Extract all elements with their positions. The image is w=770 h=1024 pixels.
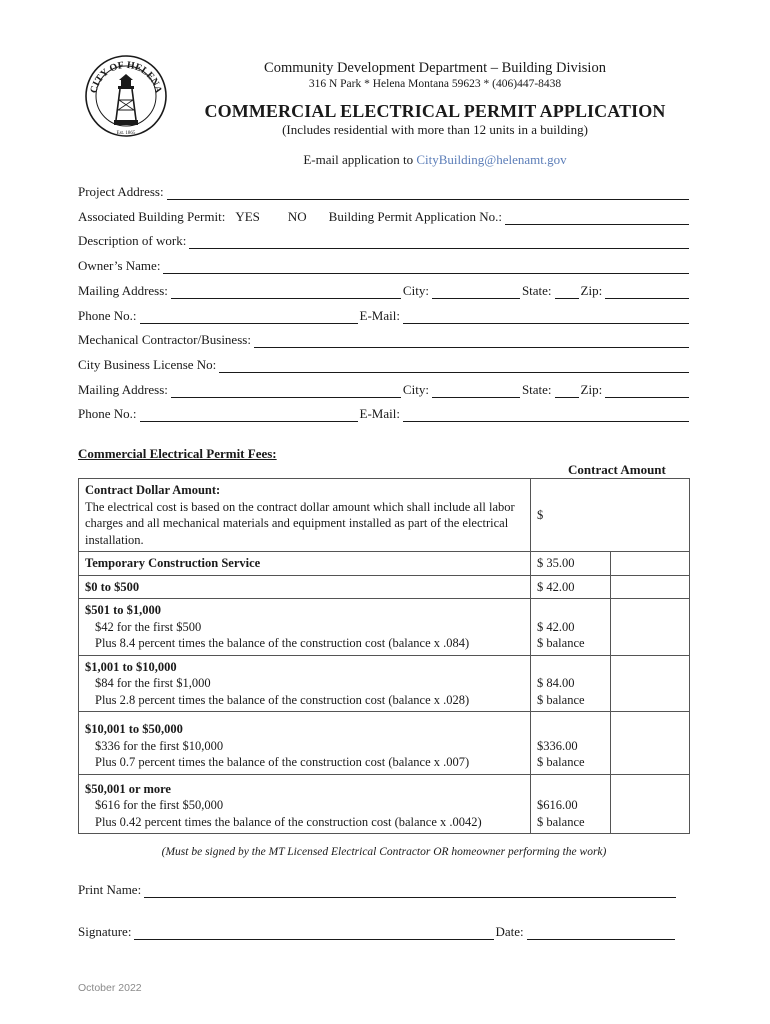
contractor-phone-row bbox=[78, 404, 689, 422]
fee-base: $ 42.00 bbox=[537, 619, 575, 634]
contractor-email-label: E-Mail: bbox=[359, 406, 400, 421]
description-label: Description of work: bbox=[78, 233, 187, 248]
owner-zip-field[interactable] bbox=[605, 284, 689, 299]
fee-amount: $ 35.00 bbox=[531, 552, 611, 575]
fee-line: Plus 0.42 percent times the balance of the construction cost (balance x .0042) bbox=[95, 814, 482, 829]
owner-mailing-label: Mailing Address: bbox=[78, 283, 168, 298]
signature-note: (Must be signed by the MT Licensed Electrical Contractor OR homeowner performing the work) bbox=[161, 846, 607, 858]
email-prefix: E-mail application to bbox=[303, 152, 417, 167]
owner-name-field[interactable] bbox=[163, 259, 689, 274]
contract-amount-field[interactable]: $ bbox=[537, 507, 544, 522]
date-field[interactable] bbox=[527, 925, 675, 940]
contractor-email-field[interactable] bbox=[403, 407, 689, 422]
fee-desc bbox=[79, 712, 531, 774]
fee-balance: $ balance bbox=[537, 636, 585, 650]
description-row bbox=[78, 231, 689, 249]
fee-line: $42 for the first $500 bbox=[95, 619, 202, 634]
department-address: 316 N Park * Helena Montana 59623 * (406)447-8438 bbox=[308, 78, 562, 90]
owner-city-field[interactable] bbox=[432, 284, 520, 299]
city-seal-logo bbox=[84, 54, 168, 138]
contractor-zip-label: Zip: bbox=[580, 382, 603, 397]
fee-title: $50,001 or more bbox=[85, 781, 171, 796]
owner-phone-row bbox=[78, 306, 689, 324]
fees-section-title: Commercial Electrical Permit Fees: bbox=[78, 446, 277, 461]
fee-title: $1,001 to $10,000 bbox=[85, 659, 177, 674]
mech-contractor-label: Mechanical Contractor/Business: bbox=[78, 332, 251, 347]
contractor-mailing-field[interactable] bbox=[171, 383, 401, 398]
fee-row-0-500 bbox=[78, 575, 690, 599]
fee-row-501-1000 bbox=[78, 598, 690, 655]
owner-email-field[interactable] bbox=[403, 309, 689, 324]
email-link[interactable]: CityBuilding@helenamt.gov bbox=[416, 152, 567, 167]
fee-entry-cell[interactable] bbox=[611, 656, 689, 712]
fee-desc bbox=[79, 775, 531, 834]
fee-balance: $ balance bbox=[537, 692, 585, 707]
fee-row-10001-50000 bbox=[78, 711, 690, 774]
department-heading: Community Development Department – Building Division bbox=[264, 60, 606, 76]
fee-amount bbox=[531, 775, 611, 834]
fee-base: $ 84.00 bbox=[537, 676, 575, 690]
print-name-label: Print Name: bbox=[78, 882, 142, 897]
fee-row-50001-plus bbox=[78, 774, 690, 835]
fee-amount bbox=[531, 712, 611, 774]
fee-line: $84 for the first $1,000 bbox=[95, 676, 211, 690]
svg-text:Est. 1865: Est. 1865 bbox=[116, 131, 136, 136]
city-license-row bbox=[78, 355, 689, 373]
fee-line: $336 for the first $10,000 bbox=[95, 738, 224, 753]
fee-balance: $ balance bbox=[537, 755, 585, 769]
assoc-permit-row bbox=[78, 207, 689, 225]
owner-email-label: E-Mail: bbox=[359, 308, 400, 323]
city-license-field[interactable] bbox=[219, 358, 689, 373]
fee-entry-cell[interactable] bbox=[611, 599, 689, 655]
fee-row-contract-dollar bbox=[78, 478, 690, 551]
yes-option[interactable]: YES bbox=[235, 209, 260, 224]
contract-amount-header: Contract Amount bbox=[568, 462, 666, 477]
contractor-phone-label: Phone No.: bbox=[78, 406, 137, 421]
fee-row-1001-10000 bbox=[78, 655, 690, 712]
print-name-field[interactable] bbox=[144, 883, 676, 898]
svg-text:CITY OF HELENA: CITY OF HELENA bbox=[88, 59, 164, 95]
project-address-row bbox=[78, 182, 689, 200]
fee-title: $0 to $500 bbox=[79, 576, 531, 599]
fee-base: $616.00 bbox=[537, 798, 578, 812]
fee-entry-cell[interactable] bbox=[611, 775, 689, 834]
fee-desc bbox=[79, 656, 531, 712]
footer-date: October 2022 bbox=[78, 982, 142, 994]
owner-city-label: City: bbox=[402, 283, 429, 298]
fee-line: Plus 8.4 percent times the balance of the construction cost (balance x .084) bbox=[95, 636, 470, 650]
signature-row bbox=[78, 924, 675, 940]
fee-base: $336.00 bbox=[537, 738, 578, 753]
fee-amount: $ 42.00 bbox=[531, 576, 611, 599]
owner-mailing-row bbox=[78, 281, 689, 299]
owner-state-label: State: bbox=[521, 283, 552, 298]
bp-app-no-label: Building Permit Application No.: bbox=[328, 209, 503, 224]
fee-desc bbox=[79, 599, 531, 655]
bp-app-no-field[interactable] bbox=[505, 210, 689, 225]
city-license-label: City Business License No: bbox=[78, 357, 217, 372]
owner-phone-field[interactable] bbox=[140, 309, 358, 324]
owner-name-label: Owner’s Name: bbox=[78, 258, 161, 273]
no-option[interactable]: NO bbox=[287, 209, 307, 224]
fee-title: Temporary Construction Service bbox=[79, 552, 531, 575]
contractor-phone-field[interactable] bbox=[140, 407, 358, 422]
contractor-state-field[interactable] bbox=[555, 383, 579, 398]
contractor-state-label: State: bbox=[521, 382, 552, 397]
fee-table bbox=[78, 478, 690, 834]
fee-explanation: The electrical cost is based on the contract dollar amount which shall include all labor charges and all mechanical materials and equipment installed as part of the electrical installation. bbox=[85, 499, 515, 547]
owner-zip-label: Zip: bbox=[580, 283, 603, 298]
project-address-field[interactable] bbox=[167, 185, 689, 200]
date-label: Date: bbox=[495, 924, 524, 939]
assoc-permit-label: Associated Building Permit: bbox=[78, 209, 226, 224]
contractor-mailing-label: Mailing Address: bbox=[78, 382, 168, 397]
contractor-city-field[interactable] bbox=[432, 383, 520, 398]
owner-mailing-field[interactable] bbox=[171, 284, 401, 299]
fee-entry-cell[interactable] bbox=[611, 576, 689, 599]
contractor-zip-field[interactable] bbox=[605, 383, 689, 398]
fee-desc bbox=[79, 479, 531, 551]
fee-entry-cell[interactable] bbox=[611, 552, 689, 575]
owner-name-row bbox=[78, 256, 689, 274]
form-title: COMMERCIAL ELECTRICAL PERMIT APPLICATION bbox=[204, 101, 666, 121]
fee-title: $501 to $1,000 bbox=[85, 603, 162, 617]
fee-title: $10,001 to $50,000 bbox=[85, 722, 183, 736]
fee-balance: $ balance bbox=[537, 814, 585, 829]
signature-label: Signature: bbox=[78, 924, 132, 939]
form-subtitle: (Includes residential with more than 12 units in a building) bbox=[282, 122, 588, 137]
fee-line: Plus 2.8 percent times the balance of the construction cost (balance x .028) bbox=[95, 692, 470, 707]
fee-amount bbox=[531, 599, 611, 655]
owner-phone-label: Phone No.: bbox=[78, 308, 137, 323]
contractor-city-label: City: bbox=[402, 382, 429, 397]
fee-line: $616 for the first $50,000 bbox=[95, 798, 224, 812]
fee-entry-cell[interactable] bbox=[611, 712, 689, 774]
mech-contractor-row bbox=[78, 330, 689, 348]
fee-row-temporary bbox=[78, 551, 690, 575]
owner-state-field[interactable] bbox=[555, 284, 579, 299]
project-address-label: Project Address: bbox=[78, 184, 164, 199]
print-name-row bbox=[78, 882, 676, 898]
signature-field[interactable] bbox=[134, 925, 494, 940]
mech-contractor-field[interactable] bbox=[254, 333, 689, 348]
contractor-mailing-row bbox=[78, 380, 689, 398]
email-instruction bbox=[180, 152, 690, 168]
fee-amount bbox=[531, 656, 611, 712]
fee-line: Plus 0.7 percent times the balance of the construction cost (balance x .007) bbox=[95, 755, 470, 769]
fee-title: Contract Dollar Amount: bbox=[85, 483, 221, 497]
description-field[interactable] bbox=[189, 234, 689, 249]
